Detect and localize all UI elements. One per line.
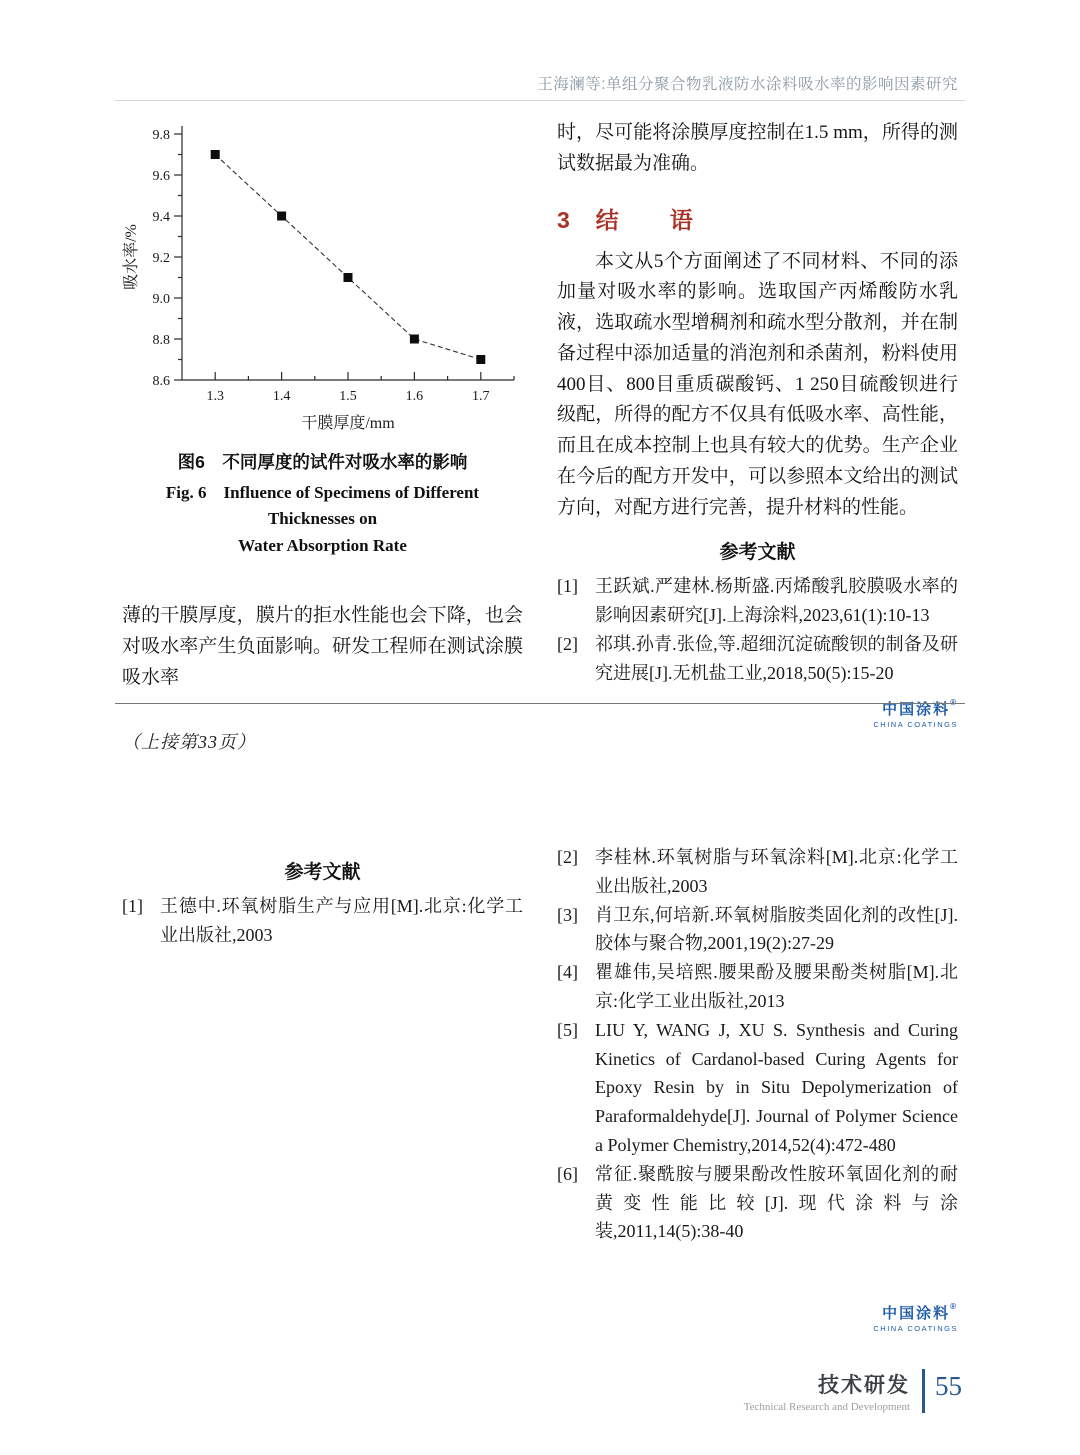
reference-text: 王跃斌.严建林.杨斯盛.丙烯酸乳胶膜吸水率的影响因素研究[J].上海涂料,2023,61(1):10-13 [595, 576, 958, 626]
bottom-right-column [557, 843, 958, 1333]
page-footer [744, 1369, 962, 1413]
reference-item [122, 892, 523, 950]
reference-item [557, 843, 958, 901]
reference-list [122, 892, 523, 950]
footer-divider-bar [922, 1369, 925, 1413]
footer-section-block [744, 1369, 910, 1413]
reference-text: LIU Y, WANG J, XU S. Synthesis and Curing Kinetics of Cardanol-based Curing Agents for Epoxy Resin by in Situ Depolymerization of Paraformaldehyde[J]. Journal of Polymer Science a Polymer Chemistry,2014,52(4):472-480 [595, 1019, 958, 1155]
footer-section-en: Technical Research and Development [743, 1401, 910, 1413]
section-number: 3 [557, 206, 570, 233]
figure-caption-en-line2: Water Absorption Rate [238, 535, 407, 555]
reference-number: [3] [557, 904, 578, 925]
svg-text:9.6: 9.6 [152, 169, 170, 184]
reference-list [557, 572, 958, 687]
svg-text:吸水率/%: 吸水率/% [123, 224, 140, 290]
reference-item [557, 630, 958, 688]
reference-text: 肖卫东,何培新.环氧树脂胺类固化剂的改性[J].胶体与聚合物,2001,19(2):27-29 [595, 904, 958, 954]
reference-text: 王德中.环氧树脂生产与应用[M].北京:化学工业出版社,2003 [160, 896, 523, 945]
svg-text:1.3: 1.3 [206, 389, 224, 404]
reference-number: [6] [557, 1163, 578, 1184]
registered-mark: ® [950, 1302, 958, 1312]
logo-text-cn: 中国涂料® [882, 697, 958, 718]
registered-mark: ® [950, 697, 958, 707]
top-right-column [557, 118, 958, 729]
reference-item [557, 958, 958, 1016]
reference-item [557, 1016, 958, 1160]
bottom-left-column [122, 843, 523, 1333]
svg-text:8.6: 8.6 [152, 374, 170, 389]
continuation-note: （上接第33页） [122, 732, 256, 752]
reference-number: [1] [122, 896, 143, 916]
running-head-title: 王海澜等:单组分聚合物乳液防水涂料吸水率的影响因素研究 [537, 76, 958, 93]
reference-item [557, 901, 958, 959]
section-divider-rule [115, 703, 965, 704]
figure-caption-en-line1: Fig. 6 Influence of Specimens of Different Thicknesses on [165, 483, 480, 529]
bottom-section [122, 843, 958, 1333]
top-section [122, 118, 958, 729]
reference-text: 祁琪.孙青.张俭,等.超细沉淀硫酸钡的制备及研究进展[J].无机盐工业,2018,50(5):15-20 [595, 634, 958, 683]
conclusion-paragraph: 本文从5个方面阐述了不同材料、不同的添加量对吸水率的影响。选取国产丙烯酸防水乳液，选取疏水型增稠剂和疏水型分散剂，并在制备过程中添加适量的消泡剂和杀菌剂，粉料使用400目、800目重质碳酸钙、1 250目硫酸钡进行级配，所得的配方不仅具有低吸水率、高性能，而且在成本控制上也具有较大的优势。生产企业在今后的配方开发中，可以参照本文给出的测试方向，对配方进行完善，提升材料的性能。 [557, 250, 958, 518]
svg-text:1.7: 1.7 [472, 389, 490, 404]
reference-list [557, 843, 958, 1246]
header-rule [115, 100, 965, 101]
reference-text: 李桂林.环氧树脂与环氧涂料[M].北京:化学工业出版社,2003 [595, 847, 958, 896]
svg-text:9.2: 9.2 [152, 251, 170, 266]
footer-section-cn: 技术研发 [818, 1374, 910, 1397]
reference-number: [2] [557, 634, 578, 655]
svg-text:1.4: 1.4 [272, 389, 291, 404]
body-paragraph: 时，尽可能将涂膜厚度控制在1.5 mm，所得的测试数据最为准确。 [557, 122, 958, 174]
section-heading [557, 202, 958, 235]
line-chart [122, 118, 523, 436]
reference-item [557, 1160, 958, 1246]
top-left-column [122, 118, 523, 703]
svg-text:9.0: 9.0 [152, 292, 170, 307]
logo-text-en: CHINA COATINGS [873, 719, 958, 729]
body-paragraph: 薄的干膜厚度，膜片的拒水性能也会下降，也会对吸水率产生负面影响。研发工程师在测试涂膜吸水率 [122, 605, 523, 688]
reference-number: [2] [557, 847, 578, 867]
svg-text:9.8: 9.8 [152, 128, 170, 143]
svg-text:1.6: 1.6 [405, 389, 424, 404]
reference-number: [4] [557, 962, 578, 983]
logo-text-cn: 中国涂料® [882, 1302, 958, 1323]
section-title: 结 语 [595, 206, 707, 233]
logo-text-en: CHINA COATINGS [873, 1324, 958, 1334]
svg-text:8.8: 8.8 [152, 333, 170, 348]
reference-number: [5] [557, 1019, 578, 1040]
china-coatings-logo [557, 1302, 958, 1333]
svg-text:9.4: 9.4 [152, 210, 170, 225]
svg-text:干膜厚度/mm: 干膜厚度/mm [301, 415, 395, 432]
reference-number: [1] [557, 576, 578, 597]
references-heading: 参考文献 [719, 542, 796, 564]
references-heading: 参考文献 [284, 862, 361, 883]
reference-text: 瞿雄伟,吴培熙.腰果酚及腰果酚类树脂[M].北京:化学工业出版社,2013 [595, 962, 958, 1011]
figure-caption-en [122, 480, 523, 559]
figure-6-chart [122, 118, 523, 441]
page-number: 55 [935, 1371, 962, 1401]
reference-item [557, 572, 958, 630]
reference-text: 常征.聚酰胺与腰果酚改性胺环氧固化剂的耐黄变性能比较[J].现代涂料与涂装,2011,14(5):38-40 [595, 1163, 958, 1242]
svg-text:1.5: 1.5 [339, 389, 357, 404]
figure-caption-cn: 图6 不同厚度的试件对吸水率的影响 [177, 452, 468, 472]
